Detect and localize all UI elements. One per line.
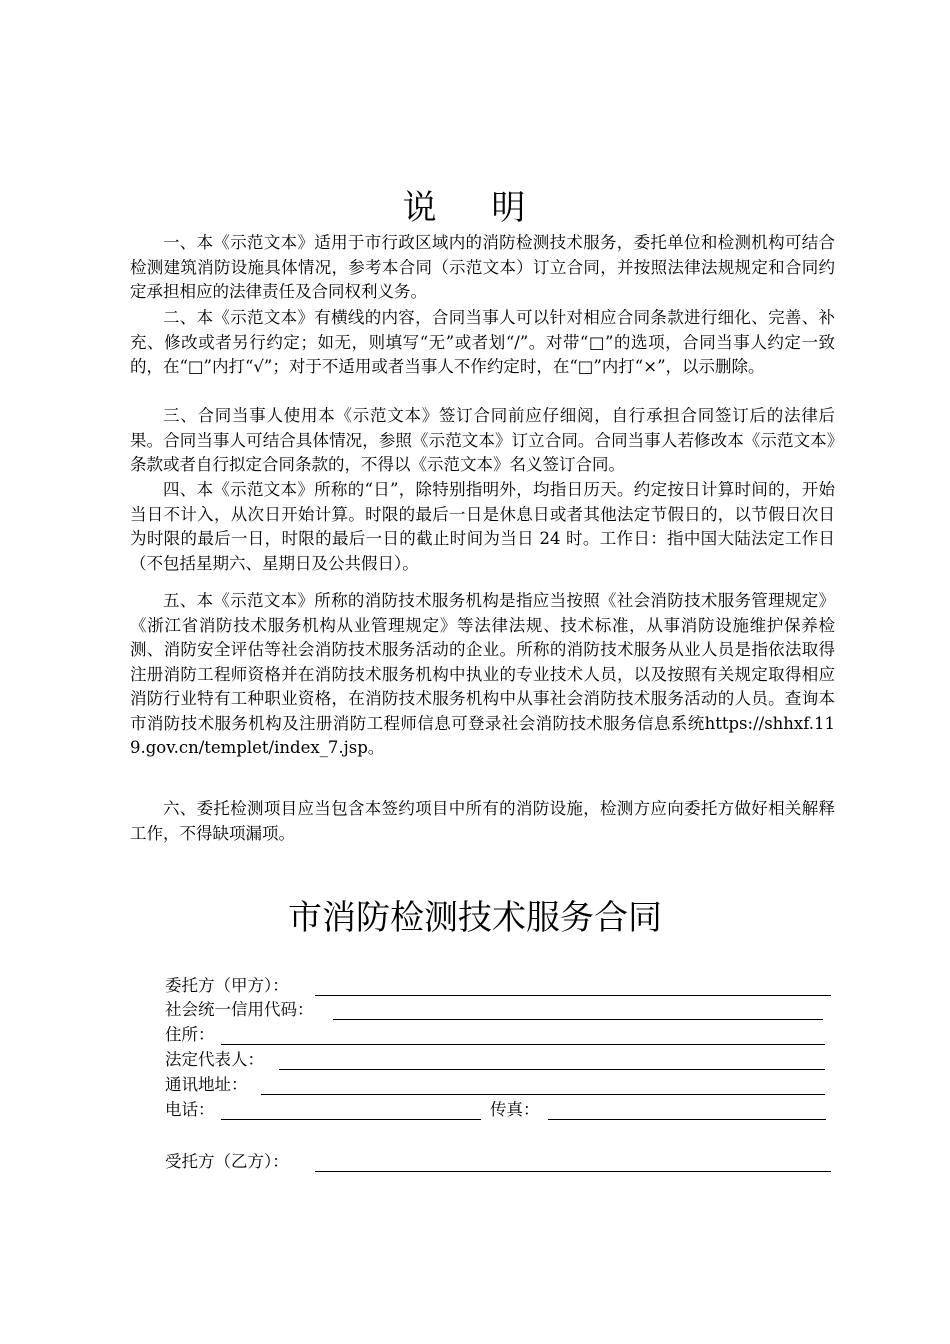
- address-field-row: [165, 1023, 827, 1047]
- credit-code-label: 社会统一信用代码：: [165, 1000, 314, 1019]
- note-title: 说 明: [402, 188, 548, 228]
- client-input-line[interactable]: [315, 995, 831, 996]
- client-label: 委托方（甲方）：: [165, 976, 289, 995]
- contract-title: 市消防检测技术服务合同: [288, 898, 662, 938]
- note-paragraph-3: 三、合同当事人使用本《示范文本》签订合同前应仔细阅，自行承担合同签订后的法律后果。合同当事人可结合具体情况，参照《示范文本》订立合同。合同当事人若修改本《示范文本》条款或者自行拟定合同条款的，不得以《示范文本》名义签订合同。: [130, 406, 835, 474]
- fax-field-row: [490, 1098, 828, 1122]
- legal-rep-label: 法定代表人：: [165, 1050, 264, 1069]
- contractor-label: 受托方（乙方）：: [165, 1152, 289, 1171]
- contractor-input-line[interactable]: [315, 1171, 831, 1172]
- fax-input-line[interactable]: [548, 1119, 826, 1120]
- fax-label: 传真：: [490, 1100, 540, 1119]
- contractor-field-row: [165, 1150, 833, 1174]
- credit-code-input-line[interactable]: [333, 1019, 823, 1020]
- legal-rep-input-line[interactable]: [279, 1069, 825, 1070]
- note-paragraph-4: 四、本《示范文本》所称的“日”，除特别指明外，均指日历天。约定按日计算时间的，开始当日不计入，从次日开始计算。时限的最后一日是休息日或者其他法定节假日的，以节假日次日为时限的最后一日，时限的最后一日的截止时间为当日 24 时。工作日：指中国大陆法定工作日（不包括星期六、星期日及公共假日）。: [130, 480, 835, 573]
- mail-address-field-row: [165, 1073, 827, 1097]
- phone-input-line[interactable]: [221, 1119, 481, 1120]
- phone-label: 电话：: [165, 1100, 215, 1119]
- client-field-row: [165, 974, 833, 998]
- address-label: 住所：: [165, 1025, 215, 1044]
- phone-field-row: [165, 1098, 485, 1122]
- note-paragraph-5: 五、本《示范文本》所称的消防技术服务机构是指应当按照《社会消防技术服务管理规定》《浙江省消防技术服务机构从业管理规定》等法律法规、技术标准，从事消防设施维护保养检测、消防安全评估等社会消防技术服务活动的企业。所称的消防技术服务从业人员是指依法取得注册消防工程师资格并在消防技术服务机构中执业的专业技术人员，以及按照有关规定取得相应消防行业特有工种职业资格，在消防技术服务机构中从事社会消防技术服务活动的人员。查询本市消防技术服务机构及注册消防工程师信息可登录社会消防技术服务信息系统https://shhxf.119.gov.cn/templet/index_7.jsp。: [130, 591, 835, 757]
- note-paragraph-2: 二、本《示范文本》有横线的内容，合同当事人可以针对相应合同条款进行细化、完善、补充、修改或者另行约定；如无，则填写“无”或者划“/”。对带“□”的选项，合同当事人约定一致的，在“□”内打“√”；对于不适用或者当事人不作约定时，在“□”内打“×”，以示删除。: [130, 308, 835, 376]
- note-paragraph-1: 一、本《示范文本》适用于市行政区域内的消防检测技术服务，委托单位和检测机构可结合检测建筑消防设施具体情况，参考本合同（示范文本）订立合同，并按照法律法规规定和合同约定承担相应的法律责任及合同权利义务。: [130, 233, 835, 301]
- mail-address-label: 通讯地址：: [165, 1075, 248, 1094]
- mail-address-input-line[interactable]: [261, 1094, 825, 1095]
- credit-code-field-row: [165, 998, 825, 1022]
- address-input-line[interactable]: [221, 1044, 825, 1045]
- legal-rep-field-row: [165, 1048, 827, 1072]
- note-paragraph-6: 六、委托检测项目应当包含本签约项目中所有的消防设施，检测方应向委托方做好相关解释工作，不得缺项漏项。: [130, 799, 835, 843]
